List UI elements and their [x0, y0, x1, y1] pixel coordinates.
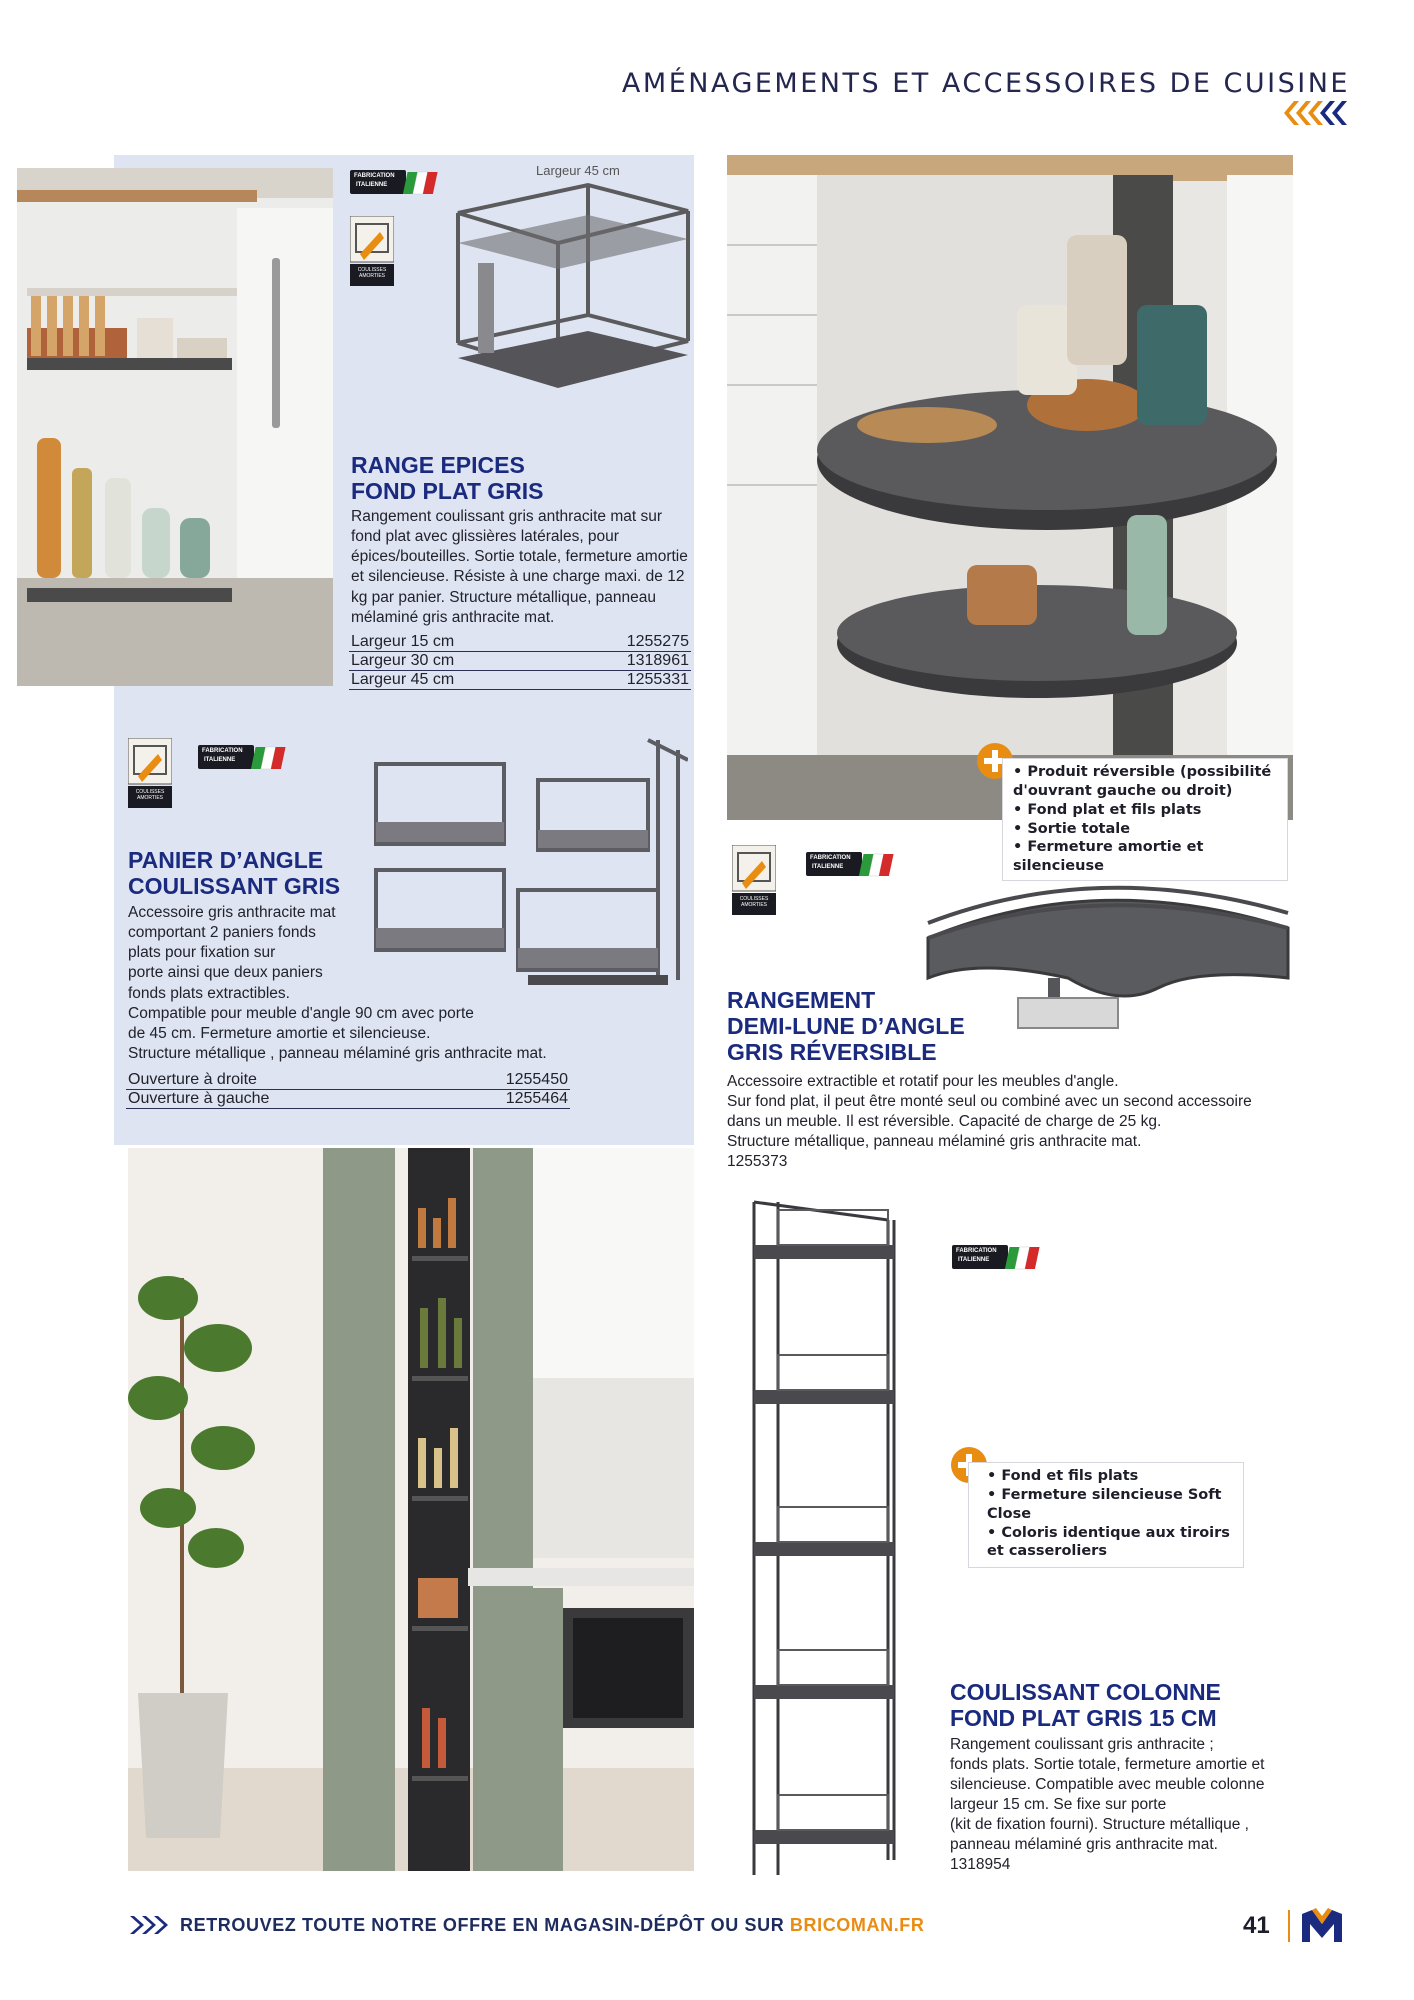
soft-close-slides-icon: COULISSES AMORTIES: [128, 738, 172, 808]
soft-close-slides-icon: COULISSES AMORTIES: [350, 216, 394, 286]
product-ref: 1318954: [950, 1856, 1011, 1873]
photo-kitchen-column: [128, 1148, 694, 1871]
list-item: • Coloris identique aux tiroirs et casseroliers: [987, 1524, 1230, 1560]
list-item: • Sortie totale: [1013, 820, 1131, 837]
product-ref: 1255373: [727, 1153, 788, 1170]
product-description-range-epices: Rangement coulissant gris anthracite mat sur fond plat avec glissières latérales, pour épices/bouteilles. Sortie totale, fermeture amortie et silencieuse. Résiste à une charge maxi. de 12 kg par panier. Structure métallique, panneau mélaminé gris anthracite mat.: [351, 508, 688, 626]
product-title-colonne: COULISSANT COLONNE FOND PLAT GRIS 15 CM: [950, 1679, 1221, 1731]
table-row: Largeur 15 cm 1255275: [351, 633, 689, 650]
page-header: [560, 68, 1350, 102]
page-number: 41: [1243, 1912, 1270, 1939]
table-row: Ouverture à gauche 1255464: [128, 1090, 568, 1107]
table-row: Largeur 30 cm 1318961: [351, 652, 689, 669]
product-description-panier-angle: Accessoire gris anthracite mat comportant 2 paniers fonds plats pour fixation sur porte ainsi que deux paniers fonds plats extractibles. Compatible pour meuble d'angle 90 cm avec porte de 45 cm. Fermeture amortie et silencieuse. Structure métallique , panneau mélaminé gris anthracite mat.: [128, 904, 547, 1062]
feature-list-colonne: [968, 1462, 1244, 1568]
product-refs-range-epices: [349, 633, 691, 690]
list-item: • Fermeture amortie et silencieuse: [1013, 839, 1204, 875]
product-image-demi-lune: [918, 878, 1293, 1034]
divider: [1288, 1910, 1290, 1942]
soft-close-slides-icon: COULISSES AMORTIES: [732, 845, 776, 915]
list-item: • Produit réversible (possibilité d'ouvrant gauche ou droit): [1013, 764, 1272, 799]
image-width-label: Largeur 45 cm: [536, 163, 620, 178]
table-row: Ouverture à droite 1255450: [128, 1071, 568, 1088]
made-in-italy-badge: FABRICATION ITALIENNE: [952, 1245, 1040, 1273]
made-in-italy-badge: FABRICATION ITALIENNE: [806, 852, 894, 880]
feature-list-demi-lune: [1002, 758, 1288, 881]
photo-spice-rack-cabinet: [17, 168, 333, 686]
list-item: • Fond et fils plats: [987, 1468, 1139, 1484]
product-title-range-epices: RANGE EPICES FOND PLAT GRIS: [351, 452, 544, 504]
table-row: Largeur 45 cm 1255331: [351, 671, 689, 688]
product-title-demi-lune: RANGEMENT DEMI-LUNE D’ANGLE GRIS RÉVERSIBLE: [727, 987, 965, 1065]
photo-corner-half-moon: [727, 155, 1293, 820]
made-in-italy-badge: FABRICATION ITALIENNE: [198, 745, 286, 773]
page-title: AMÉNAGEMENTS ET ACCESSOIRES DE CUISINE: [621, 68, 1350, 99]
product-refs-panier-angle: [126, 1071, 570, 1109]
product-description-demi-lune: Accessoire extractible et rotatif pour les meubles d'angle. Sur fond plat, il peut être monté seul ou combiné avec un second accessoire dans un meuble. Il est réversible. Capacité de charge de 25 kg. Structure métallique, panneau mélaminé gris anthracite mat. 1255373: [727, 1072, 1297, 1172]
made-in-italy-badge: FABRICATION ITALIENNE: [350, 170, 438, 198]
list-item: • Fond plat et fils plats: [1013, 801, 1202, 818]
product-image-coulissant-colonne: [748, 1190, 898, 1875]
product-description-colonne: Rangement coulissant gris anthracite ; fonds plats. Sortie totale, fermeture amortie et silencieuse. Compatible avec meuble colonne largeur 15 cm. Se fixe sur porte (kit de fixation fourni). Structure métallique , panneau mélaminé gris anthracite mat. 1318954: [950, 1735, 1300, 1875]
footer-text: RETROUVEZ TOUTE NOTRE OFFRE EN MAGASIN-DÉPÔT OU SUR BRICOMAN.FR: [180, 1915, 925, 1935]
website-link[interactable]: BRICOMAN.FR: [789, 1915, 925, 1935]
arrow-right-icon: [128, 1914, 170, 1936]
list-item: • Fermeture silencieuse Soft Close: [987, 1486, 1222, 1522]
footer: [128, 1906, 1358, 1946]
product-image-range-epices: [438, 163, 698, 443]
bricoman-logo: [1300, 1906, 1344, 1946]
chevron-arrows-icon: [1282, 99, 1350, 127]
product-title-panier-angle: PANIER D’ANGLE COULISSANT GRIS: [128, 847, 341, 899]
